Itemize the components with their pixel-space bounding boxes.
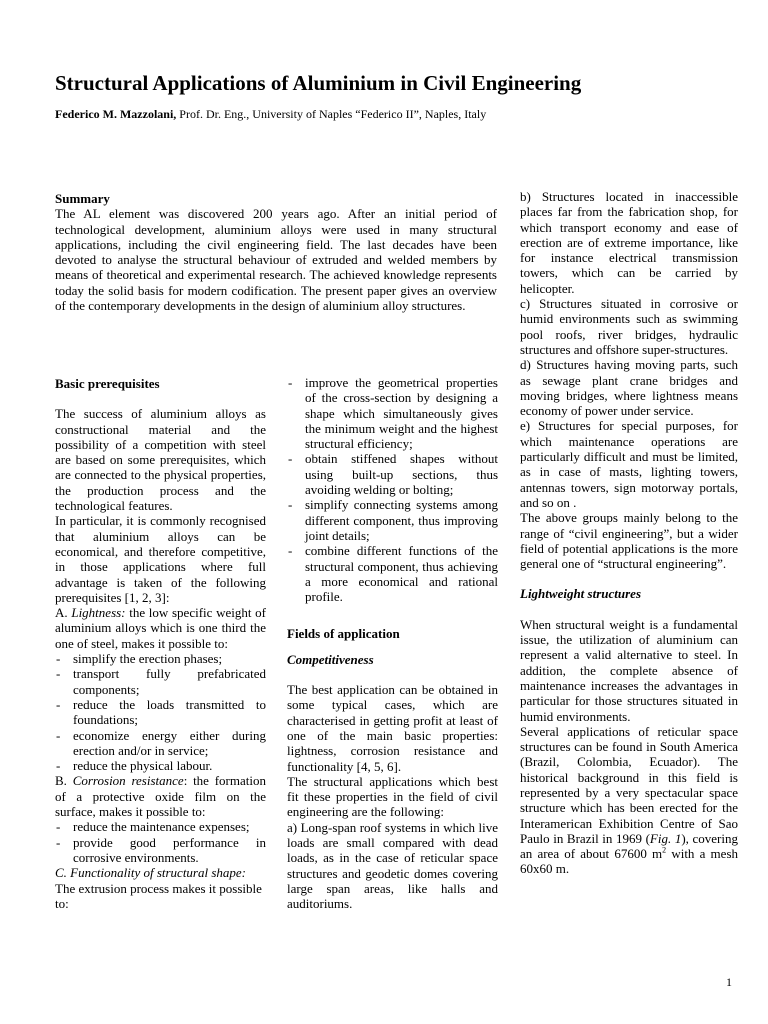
list-item: c) Structures situated in corrosive or humid environments such as swimming pool roofs, river bridges, hydraulic structures and offshore super-structures. — [520, 296, 738, 357]
basic-paragraph-1: The success of aluminium alloys as constructional material and the possibility of a competition with steel are based on some prerequisites, which are connected to the physical properties, the production process and the technological features. — [55, 406, 266, 514]
corrosion-term: Corrosion resistance — [72, 773, 184, 789]
list-item: - provide good performance in corrosive environments. — [55, 835, 266, 866]
author-line — [55, 107, 486, 122]
list-item: - reduce the maintenance expenses; — [55, 819, 266, 834]
list-item: - transport fully prefabricated components; — [55, 666, 266, 697]
lightweight-heading: Lightweight structures — [520, 586, 641, 602]
lightweight-text-b: ), covering an area of about 67600 m — [520, 830, 738, 862]
lightweight-paragraph-2 — [520, 724, 738, 877]
column-3 — [520, 189, 738, 877]
functionality-list — [287, 375, 498, 604]
list-item: - simplify the erection phases; — [55, 651, 266, 666]
list-item: b) Structures located in inaccessible places far from the fabrication shop, for which transport economy and ease of erection are of extreme importance, like for instance electrical transmission towers, which can be carried by helicopter. — [520, 189, 738, 296]
column-1 — [55, 376, 266, 911]
column-2 — [287, 375, 498, 912]
author-affiliation: Prof. Dr. Eng., University of Naples “Federico II”, Naples, Italy — [179, 107, 487, 121]
functionality-label: C. Functionality of structural shape: — [55, 865, 247, 881]
lightness-term: Lightness: — [71, 605, 126, 621]
list-item: - reduce the loads transmitted to foundations; — [55, 697, 266, 728]
fields-heading: Fields of application — [287, 626, 400, 642]
corrosion-list — [55, 819, 266, 865]
list-item: - obtain stiffened shapes without using built-up sections, thus avoiding welding or bolting; — [287, 451, 498, 497]
basic-paragraph-2: In particular, it is commonly recognised that aluminium alloys can be economical, and therefore competitive, in those applications where full advantage is taken of the following prerequisites [1, 2, 3]: — [55, 513, 266, 605]
summary-text: The AL element was discovered 200 years ago. After an initial period of technological development, aluminium alloys were used in many structural applications, including the civil engineering field. The last decades have been devoted to analyse the structural behaviour of extruded and welded members by means of theoretical and experimental research. The achieved knowledge represents today the solid basis for modern codification. The present paper gives an overview of the contemporary developments in the design of aluminium alloy structures. — [55, 206, 497, 314]
list-item: e) Structures for special purposes, for which maintenance operations are particularly difficult and must be limited, as in case of masts, lighting towers, antennas towers, sign motorway portals, and so on . — [520, 418, 738, 510]
list-item: - economize energy either during erection and/or in service; — [55, 728, 266, 759]
application-list — [287, 820, 498, 912]
author-name: Federico M. Mazzolani, — [55, 107, 177, 121]
summary-section — [55, 191, 497, 313]
corrosion-text: : the formation of a protective oxide film on the surface, makes it possible to: — [55, 773, 266, 820]
list-item: d) Structures having moving parts, such as sewage plant crane bridges and moving bridges, where lightness means economy of power under service. — [520, 357, 738, 419]
competitiveness-paragraph-1: The best application can be obtained in some typical cases, which are characterised in getting profit at least of one of the main basic properties: lightness, corrosion resistance and functionality [4, 5, 6]. — [287, 682, 498, 774]
list-item: a) Long-span roof systems in which live loads are small compared with dead loads, as in the case of reticular space structures and geodetic domes covering large span areas, like halls and auditoriums. — [287, 819, 498, 912]
summary-heading: Summary — [55, 191, 110, 206]
list-item: - reduce the physical labour. — [55, 758, 266, 773]
lightweight-text-a: Several applications of reticular space structures can be found in South America (Brazil, Colombia, Ecuador). The historical background in this field is represented by a very spectacular space structure which has been erected for the Interamerican Exhibition Centre of Sao Paulo in Brazil in 1969 ( — [520, 723, 738, 846]
lightweight-text-c: with a mesh 60x60 m. — [520, 846, 739, 877]
competitiveness-heading: Competitiveness — [287, 651, 374, 667]
paper-title: Structural Applications of Aluminium in Civil Engineering — [55, 71, 582, 95]
list-item: - simplify connecting systems among different component, thus improving joint details; — [287, 497, 498, 543]
list-item: - combine different functions of the structural component, thus achieving a more economical and rational profile. — [287, 543, 498, 604]
superscript: 2 — [662, 845, 667, 855]
lightness-text: the low specific weight of aluminium alloys which is one third the one of steel, makes it possible to: — [55, 605, 267, 651]
lightness-list — [55, 651, 266, 773]
competitiveness-paragraph-2: The structural applications which best fit these properties in the field of civil engineering are the following: — [287, 773, 498, 820]
lightness-paragraph — [55, 605, 266, 651]
lightness-label: A. — [55, 605, 68, 621]
list-item: - improve the geometrical properties of the cross-section by designing a shape which simultaneously gives the minimum weight and the highest structural efficiency; — [287, 375, 498, 451]
lightweight-paragraph-1: When structural weight is a fundamental issue, the utilization of aluminium can represent a valid alternative to steel. In addition, the complete absence of maintenance increases the advantages in particular for those structures situated in humid environments. — [520, 616, 738, 724]
basic-heading: Basic prerequisites — [55, 376, 160, 391]
functionality-text: The extrusion process makes it possible to: — [55, 880, 262, 911]
page-number: 1 — [726, 975, 732, 989]
corrosion-paragraph — [55, 773, 266, 819]
figure-reference: Fig. 1 — [649, 830, 682, 846]
corrosion-label: B. — [55, 773, 67, 789]
groups-paragraph: The above groups mainly belong to the range of “civil engineering”, but a wider field of potential applications is the more general one of “structural engineering”. — [520, 510, 738, 572]
